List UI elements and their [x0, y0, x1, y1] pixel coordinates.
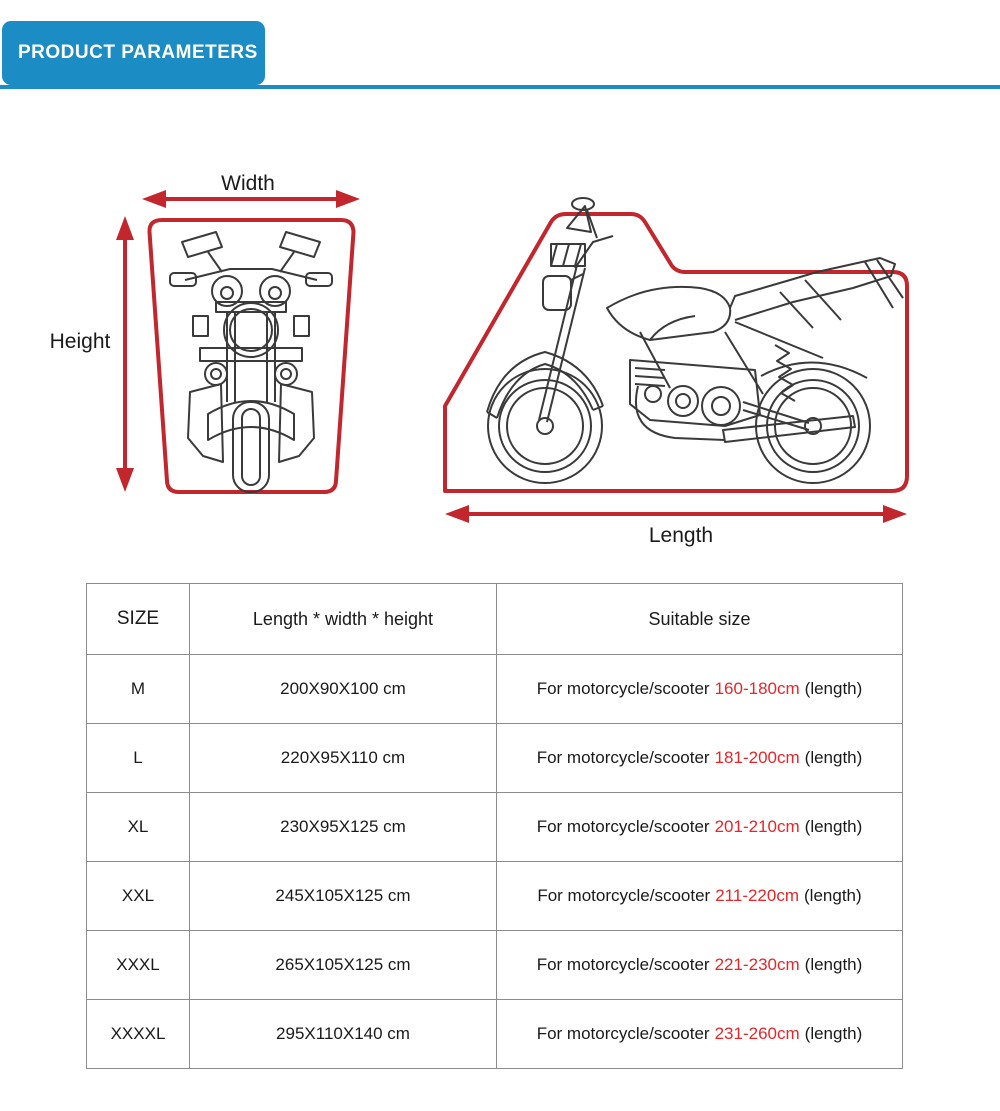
size-cell: M: [87, 655, 190, 724]
suitable-cell: [497, 1000, 903, 1069]
height-arrow-icon: [116, 216, 134, 492]
col-header-dimensions: Length * width * height: [190, 584, 497, 655]
dimensions-cell: 295X110X140 cm: [190, 1000, 497, 1069]
suitable-suffix: (length): [804, 955, 863, 974]
size-cell: XXXXL: [87, 1000, 190, 1069]
suitable-suffix: (length): [804, 817, 863, 836]
section-title: PRODUCT PARAMETERS: [18, 42, 258, 63]
suitable-prefix: For motorcycle/scooter: [536, 679, 710, 698]
size-cell: XXL: [87, 862, 190, 931]
dimensions-cell: 265X105X125 cm: [190, 931, 497, 1000]
suitable-range: 160-180cm: [714, 679, 800, 698]
suitable-suffix: (length): [804, 1024, 863, 1043]
table-row: [87, 793, 903, 862]
table-row: [87, 931, 903, 1000]
size-cell: L: [87, 724, 190, 793]
dimensions-cell: 220X95X110 cm: [190, 724, 497, 793]
dimensions-cell: 230X95X125 cm: [190, 793, 497, 862]
motorcycle-front-lineart: [170, 232, 332, 492]
suitable-range: 221-230cm: [714, 955, 800, 974]
suitable-prefix: For motorcycle/scooter: [537, 886, 711, 905]
front-view-diagram: [30, 150, 380, 530]
suitable-prefix: For motorcycle/scooter: [536, 748, 710, 767]
suitable-cell: [497, 655, 903, 724]
length-arrow-icon: [445, 505, 907, 523]
suitable-prefix: For motorcycle/scooter: [536, 817, 710, 836]
suitable-cell: [497, 793, 903, 862]
dimensions-cell: 200X90X100 cm: [190, 655, 497, 724]
col-header-suitable: Suitable size: [497, 584, 903, 655]
suitable-prefix: For motorcycle/scooter: [536, 1024, 710, 1043]
height-label: Height: [49, 330, 111, 353]
header-divider-line: [0, 85, 1000, 89]
length-label: Length: [648, 524, 714, 547]
suitable-range: 211-220cm: [715, 886, 800, 905]
suitable-cell: [497, 931, 903, 1000]
table-row: [87, 655, 903, 724]
suitable-suffix: (length): [804, 748, 863, 767]
suitable-cell: [497, 862, 903, 931]
width-label: Width: [221, 172, 275, 195]
suitable-suffix: (length): [804, 679, 863, 698]
col-header-size: SIZE: [87, 584, 190, 655]
table-header-row: [87, 584, 903, 655]
side-view-diagram: [425, 180, 955, 560]
suitable-suffix: (length): [804, 886, 862, 905]
section-banner: [2, 21, 265, 85]
suitable-prefix: For motorcycle/scooter: [536, 955, 710, 974]
suitable-range: 201-210cm: [714, 817, 800, 836]
size-cell: XL: [87, 793, 190, 862]
dimensions-cell: 245X105X125 cm: [190, 862, 497, 931]
motorcycle-side-lineart: [487, 198, 903, 483]
table-row: [87, 1000, 903, 1069]
table-row: [87, 724, 903, 793]
suitable-range: 231-260cm: [714, 1024, 800, 1043]
suitable-cell: [497, 724, 903, 793]
table-row: [87, 862, 903, 931]
suitable-range: 181-200cm: [714, 748, 800, 767]
size-cell: XXXL: [87, 931, 190, 1000]
size-table: [86, 583, 903, 1069]
